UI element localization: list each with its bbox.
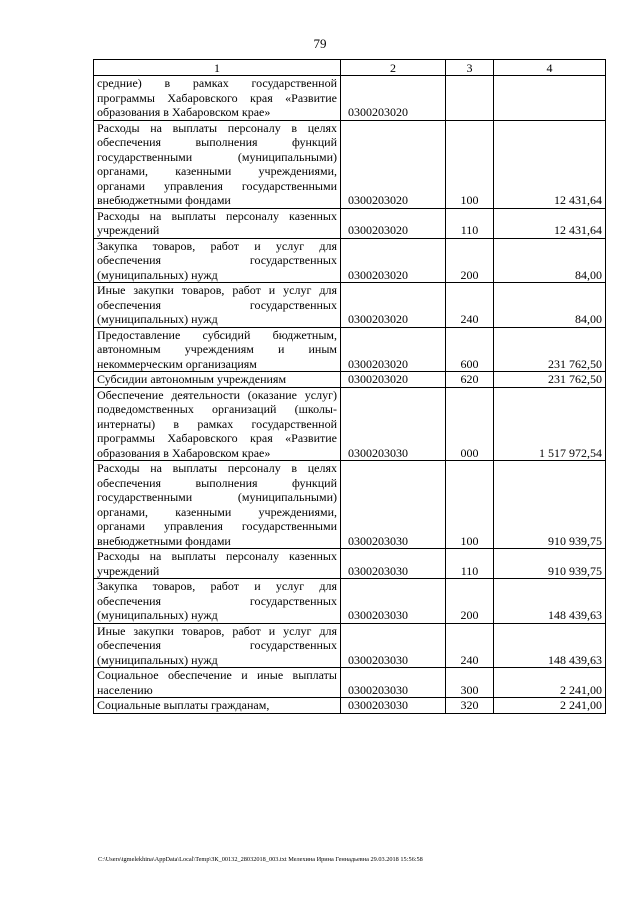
target-code-cell: 0300203020 [341, 208, 446, 238]
expense-name-cell: Социальные выплаты гражданам, [94, 698, 341, 714]
table-row [94, 238, 606, 283]
expense-name-cell: Предоставление субсидий бюджетным, автономным учреждениям и иным некоммерческим организациям [94, 327, 341, 372]
table-row [94, 387, 606, 461]
header-cell-2: 2 [341, 60, 446, 76]
expense-type-cell: 100 [446, 461, 494, 549]
amount-cell: 84,00 [494, 238, 606, 283]
table-row [94, 208, 606, 238]
amount-cell: 2 241,00 [494, 668, 606, 698]
expense-name-cell: Расходы на выплаты персоналу в целях обеспечения выполнения функций государственными (муниципальными) органами, казенными учреждениями, органами управления государственными внебюджетными фондами [94, 461, 341, 549]
header-cell-1: 1 [94, 60, 341, 76]
expense-type-cell: 110 [446, 208, 494, 238]
table-row [94, 327, 606, 372]
target-code-cell: 0300203030 [341, 461, 446, 549]
target-code-cell: 0300203020 [341, 372, 446, 388]
expense-name-cell: Расходы на выплаты персоналу в целях обеспечения выполнения функций государственными (муниципальными) органами, казенными учреждениями, органами управления государственными внебюджетными фондами [94, 120, 341, 208]
expense-type-cell: 600 [446, 327, 494, 372]
table-row [94, 76, 606, 121]
expense-name-cell: Обеспечение деятельности (оказание услуг) подведомственных организаций (школы-интернаты) в рамках государственной программы Хабаровского края «Развитие образования в Хабаровском крае» [94, 387, 341, 461]
expense-name-cell: Субсидии автономным учреждениям [94, 372, 341, 388]
target-code-cell: 0300203030 [341, 549, 446, 579]
expense-type-cell: 240 [446, 623, 494, 668]
expense-name-cell: Социальное обеспечение и иные выплаты населению [94, 668, 341, 698]
amount-cell: 910 939,75 [494, 549, 606, 579]
expense-type-cell: 110 [446, 549, 494, 579]
table-row [94, 579, 606, 624]
target-code-cell: 0300203030 [341, 698, 446, 714]
expense-name-cell: Расходы на выплаты персоналу казенных учреждений [94, 549, 341, 579]
budget-table [93, 59, 606, 714]
expense-type-cell [446, 76, 494, 121]
file-path-footer: C:\Users\tgmelekhina\AppData\Local\Temp\ЗК_00132_28032018_003.txt Мелехина Ирина Геннадьевна 29.03.2018 15:56:58 [98, 856, 423, 863]
page-number: 79 [313, 36, 327, 51]
table-row [94, 623, 606, 668]
expense-type-cell: 200 [446, 579, 494, 624]
expense-type-cell: 100 [446, 120, 494, 208]
target-code-cell: 0300203020 [341, 238, 446, 283]
expense-name-cell: Иные закупки товаров, работ и услуг для обеспечения государственных (муниципальных) нужд [94, 283, 341, 328]
expense-type-cell: 200 [446, 238, 494, 283]
expense-type-cell: 000 [446, 387, 494, 461]
table-row [94, 283, 606, 328]
expense-name-cell: Расходы на выплаты персоналу казенных учреждений [94, 208, 341, 238]
amount-cell: 2 241,00 [494, 698, 606, 714]
amount-cell: 12 431,64 [494, 120, 606, 208]
table-row [94, 461, 606, 549]
amount-cell: 910 939,75 [494, 461, 606, 549]
amount-cell: 231 762,50 [494, 327, 606, 372]
amount-cell: 84,00 [494, 283, 606, 328]
target-code-cell: 0300203020 [341, 327, 446, 372]
table-row [94, 549, 606, 579]
target-code-cell: 0300203020 [341, 283, 446, 328]
amount-cell: 231 762,50 [494, 372, 606, 388]
amount-cell: 148 439,63 [494, 623, 606, 668]
expense-name-cell: Закупка товаров, работ и услуг для обеспечения государственных (муниципальных) нужд [94, 238, 341, 283]
expense-type-cell: 320 [446, 698, 494, 714]
target-code-cell: 0300203030 [341, 623, 446, 668]
header-cell-3: 3 [446, 60, 494, 76]
table-header-row [94, 60, 606, 76]
header-cell-4: 4 [494, 60, 606, 76]
target-code-cell: 0300203030 [341, 579, 446, 624]
expense-type-cell: 620 [446, 372, 494, 388]
table-row [94, 120, 606, 208]
table-row [94, 372, 606, 388]
expense-type-cell: 240 [446, 283, 494, 328]
amount-cell: 12 431,64 [494, 208, 606, 238]
target-code-cell: 0300203020 [341, 76, 446, 121]
expense-name-cell: средние) в рамках государственной программы Хабаровского края «Развитие образования в Хабаровском крае» [94, 76, 341, 121]
expense-name-cell: Закупка товаров, работ и услуг для обеспечения государственных (муниципальных) нужд [94, 579, 341, 624]
expense-name-cell: Иные закупки товаров, работ и услуг для обеспечения государственных (муниципальных) нужд [94, 623, 341, 668]
table-row [94, 698, 606, 714]
target-code-cell: 0300203030 [341, 387, 446, 461]
amount-cell: 1 517 972,54 [494, 387, 606, 461]
target-code-cell: 0300203020 [341, 120, 446, 208]
amount-cell [494, 76, 606, 121]
table-row [94, 668, 606, 698]
amount-cell: 148 439,63 [494, 579, 606, 624]
expense-type-cell: 300 [446, 668, 494, 698]
target-code-cell: 0300203030 [341, 668, 446, 698]
